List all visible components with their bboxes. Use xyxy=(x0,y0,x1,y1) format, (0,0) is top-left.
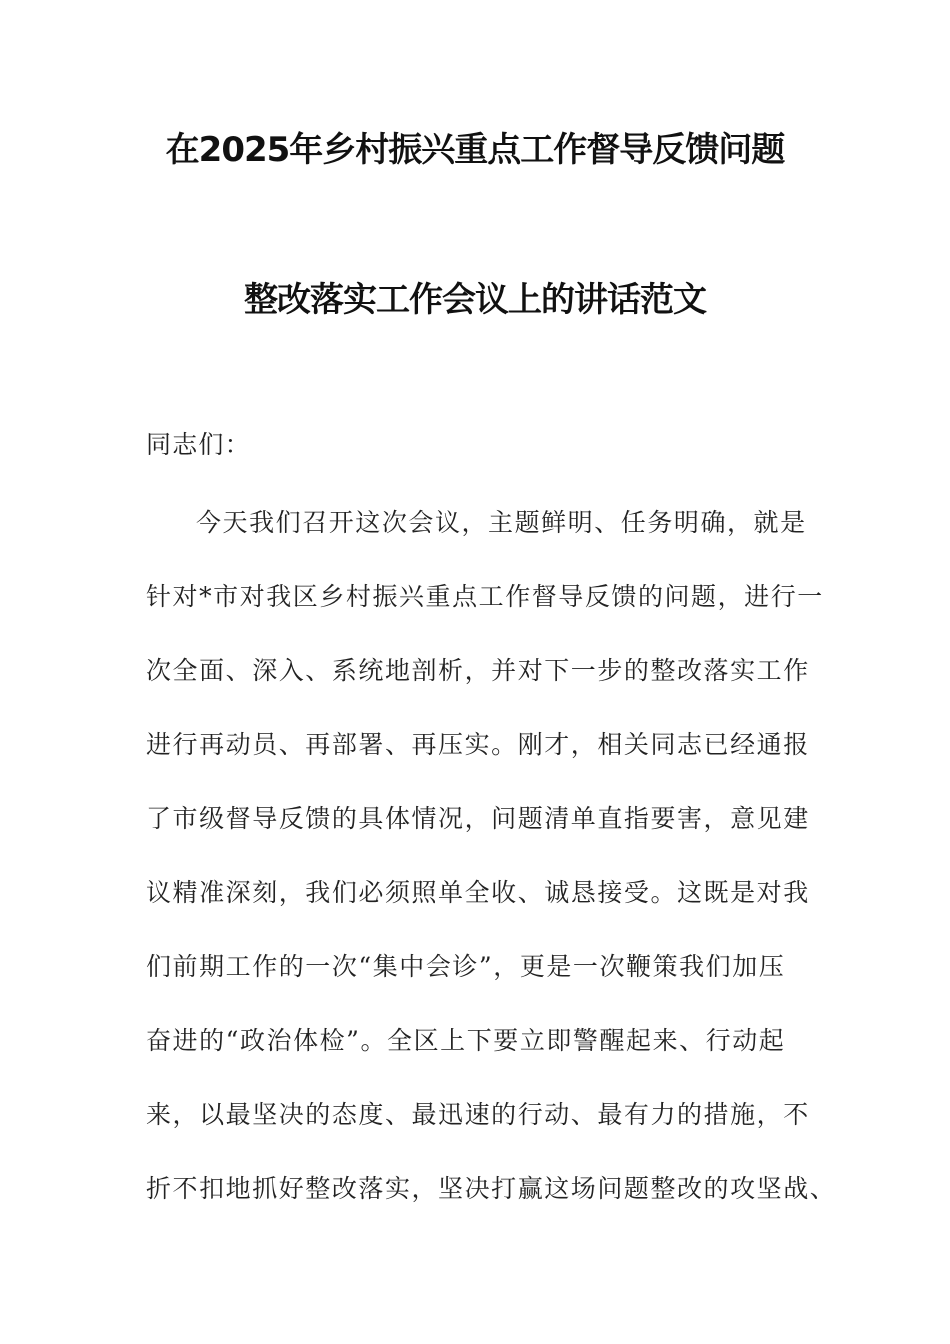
paragraph-line: 奋进的“政治体检”。全区上下要立即警醒起来、行动起 xyxy=(146,1026,786,1055)
greeting: 同志们： xyxy=(146,430,251,459)
paragraph-line: 针对*市对我区乡村振兴重点工作督导反馈的问题，进行一 xyxy=(146,582,824,611)
paragraph-line: 来，以最坚决的态度、最迅速的行动、最有力的措施，不 xyxy=(146,1100,810,1129)
paragraph-line: 了市级督导反馈的具体情况，问题清单直指要害，意见建 xyxy=(146,804,810,833)
paragraph-line: 次全面、深入、系统地剖析，并对下一步的整改落实工作 xyxy=(146,656,810,685)
paragraph-line: 进行再动员、再部署、再压实。刚才，相关同志已经通报 xyxy=(146,730,810,759)
paragraph-line: 们前期工作的一次“集中会诊”，更是一次鞭策我们加压 xyxy=(146,952,786,981)
paragraph-line: 议精准深刻，我们必须照单全收、诚恳接受。这既是对我 xyxy=(146,878,810,907)
document-title-line-1: 在2025年乡村振兴重点工作督导反馈问题 xyxy=(165,130,785,170)
paragraph-line: 今天我们召开这次会议，主题鲜明、任务明确，就是 xyxy=(196,508,807,537)
paragraph-line: 折不扣地抓好整改落实，坚决打赢这场问题整改的攻坚战、 xyxy=(146,1174,837,1203)
document-title-line-2: 整改落实工作会议上的讲话范文 xyxy=(244,280,706,320)
